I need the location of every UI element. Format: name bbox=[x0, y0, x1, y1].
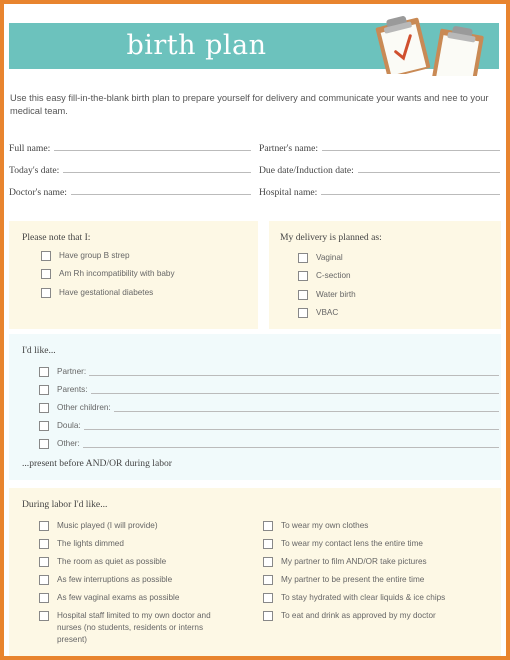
id-like-box bbox=[9, 334, 501, 480]
during-labor-title: During labor I'd like... bbox=[22, 499, 108, 510]
checkbox-contact-lens[interactable]: To wear my contact lens the entire time bbox=[263, 539, 499, 550]
checkbox-eat-drink[interactable]: To eat and drink as approved by my doctor bbox=[263, 611, 499, 622]
hospital-name-label: Hospital name: bbox=[259, 187, 318, 198]
doctors-name-field[interactable] bbox=[9, 184, 251, 198]
checkbox-few-interruptions[interactable]: As few interruptions as possible bbox=[39, 575, 239, 586]
hospital-name-field[interactable] bbox=[259, 184, 500, 198]
checkbox-partner-film[interactable]: My partner to film AND/OR take pictures bbox=[263, 557, 499, 568]
due-date-label: Due date/Induction date: bbox=[259, 165, 354, 176]
full-name-field[interactable] bbox=[9, 140, 251, 154]
partners-name-label: Partner's name: bbox=[259, 143, 319, 154]
id-like-title: I'd like... bbox=[22, 345, 56, 356]
todays-date-label: Today's date: bbox=[9, 165, 60, 176]
delivery-title: My delivery is planned as: bbox=[280, 232, 382, 243]
checkbox-parents[interactable]: Parents: bbox=[39, 385, 499, 396]
please-note-box bbox=[9, 221, 258, 329]
checkbox-gestational-diabetes[interactable]: Have gestational diabetes bbox=[41, 288, 153, 299]
checkbox-rh-incompatibility[interactable]: Am Rh incompatibility with baby bbox=[41, 269, 175, 280]
checkbox-staff-limited[interactable]: Hospital staff limited to my own doctor and nurses (no students, residents or interns present) bbox=[39, 611, 229, 646]
doctors-name-label: Doctor's name: bbox=[9, 187, 67, 198]
during-labor-box bbox=[9, 488, 501, 656]
checkbox-music-played[interactable]: Music played (I will provide) bbox=[39, 521, 239, 532]
checkbox-water-birth[interactable]: Water birth bbox=[298, 290, 356, 301]
checkbox-c-section[interactable]: C-section bbox=[298, 271, 351, 282]
checkbox-few-vaginal-exams[interactable]: As few vaginal exams as possible bbox=[39, 593, 239, 604]
birth-plan-page bbox=[4, 4, 506, 656]
clipboard-icon bbox=[429, 26, 489, 76]
intro-text: Use this easy fill-in-the-blank birth plan to prepare yourself for delivery and communicate your wants and nee to your medical team. bbox=[10, 93, 489, 116]
checkbox-partner[interactable]: Partner: bbox=[39, 367, 499, 378]
checkbox-other[interactable]: Other: bbox=[39, 439, 499, 450]
checkbox-stay-hydrated[interactable]: To stay hydrated with clear liquids & ice chips bbox=[263, 593, 499, 604]
checkbox-own-clothes[interactable]: To wear my own clothes bbox=[263, 521, 499, 532]
id-like-footer: ...present before AND/OR during labor bbox=[22, 458, 173, 469]
partners-name-field[interactable] bbox=[259, 140, 500, 154]
full-name-label: Full name: bbox=[9, 143, 51, 154]
due-date-field[interactable] bbox=[259, 162, 500, 176]
please-note-title: Please note that I: bbox=[22, 232, 91, 243]
checkbox-doula[interactable]: Doula: bbox=[39, 421, 499, 432]
clipboard-check-icon bbox=[372, 14, 432, 74]
checkbox-vaginal[interactable]: Vaginal bbox=[298, 253, 343, 264]
checkbox-group-b-strep[interactable]: Have group B strep bbox=[41, 251, 130, 262]
checkbox-vbac[interactable]: VBAC bbox=[298, 308, 338, 319]
delivery-box bbox=[269, 221, 501, 329]
checkbox-lights-dimmed[interactable]: The lights dimmed bbox=[39, 539, 239, 550]
page-title: birth plan bbox=[126, 30, 267, 61]
checkbox-other-children[interactable]: Other children: bbox=[39, 403, 499, 414]
checkbox-room-quiet[interactable]: The room as quiet as possible bbox=[39, 557, 239, 568]
checkbox-partner-present[interactable]: My partner to be present the entire time bbox=[263, 575, 499, 586]
todays-date-field[interactable] bbox=[9, 162, 251, 176]
